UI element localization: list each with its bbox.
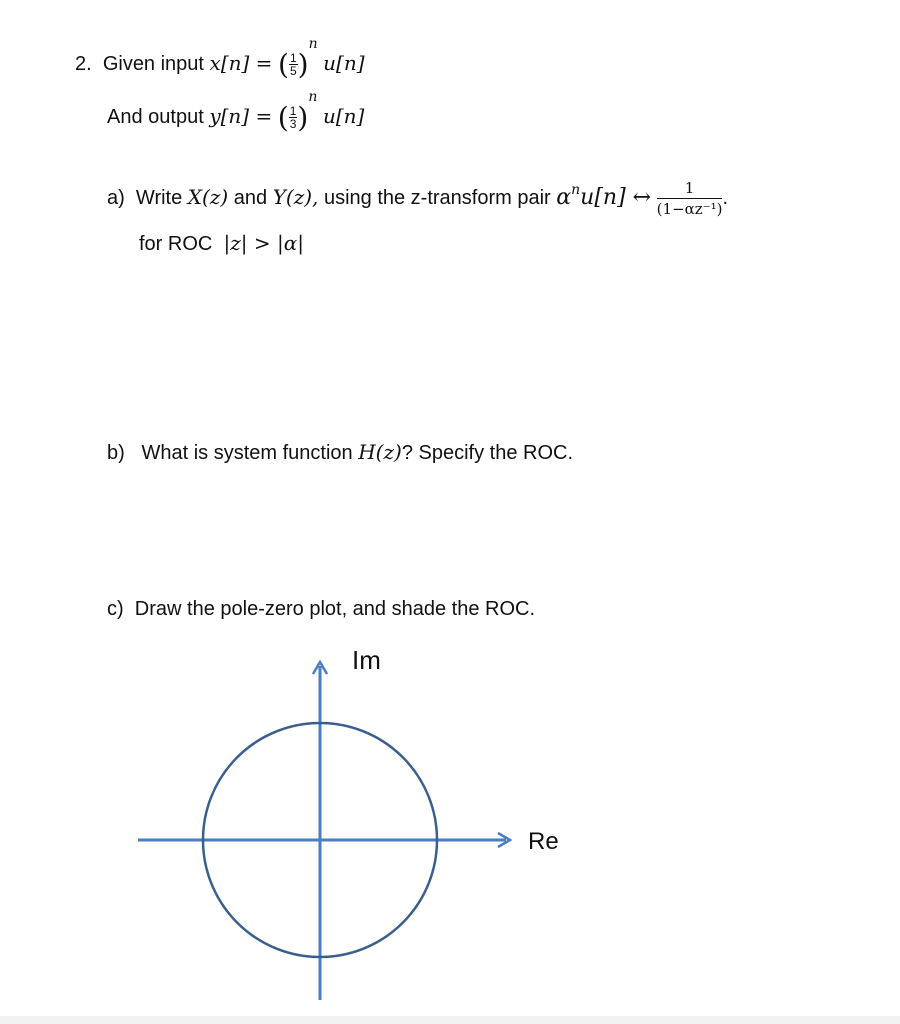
- re-label: Re: [528, 828, 559, 855]
- text: using the z-transform pair: [323, 186, 551, 209]
- problem-number: 2.: [75, 53, 92, 75]
- y-lhs: y[n] =: [209, 104, 273, 128]
- roc-label: for ROC: [139, 233, 213, 255]
- page-footer: [0, 1016, 900, 1024]
- exponent: n: [571, 181, 581, 198]
- text: Draw the pole-zero plot, and shade the ROC.: [134, 598, 536, 620]
- part-c-label: c): [107, 598, 124, 620]
- x-lhs: x[n] =: [209, 51, 273, 75]
- exponent: n: [308, 89, 318, 105]
- paren: (: [277, 101, 289, 135]
- paren: ): [297, 48, 309, 82]
- text: Write: [135, 186, 183, 209]
- paren: (: [278, 48, 289, 82]
- frac-num: 1: [289, 51, 297, 66]
- text: What is system function: [141, 442, 353, 464]
- unit-step: u[n]: [322, 104, 365, 128]
- unit-step: u[n]: [323, 51, 365, 75]
- frac-den: (1−αz⁻¹): [656, 200, 723, 218]
- text: and: [233, 186, 268, 209]
- Y-z: Y(z),: [272, 184, 319, 209]
- roc-expr: |z| > |α|: [223, 231, 304, 255]
- frac-den: 5: [289, 64, 297, 79]
- exponent: n: [308, 36, 318, 52]
- frac-num: 1: [657, 178, 723, 199]
- period: .: [722, 186, 729, 209]
- frac-num: 1: [289, 104, 297, 119]
- im-label: Im: [352, 645, 381, 675]
- part-b-label: b): [107, 442, 125, 464]
- H-z: H(z): [358, 440, 402, 464]
- text: ? Specify the ROC.: [401, 442, 573, 464]
- part-a-label: a): [107, 186, 125, 209]
- output-label: And output: [107, 106, 204, 128]
- pair-expr: u[n] ↔: [580, 184, 652, 210]
- paren: ): [297, 101, 309, 135]
- X-z: X(z): [187, 184, 229, 209]
- frac-den: 3: [289, 117, 297, 132]
- alpha: α: [556, 184, 572, 210]
- given-label: Given input: [102, 53, 204, 75]
